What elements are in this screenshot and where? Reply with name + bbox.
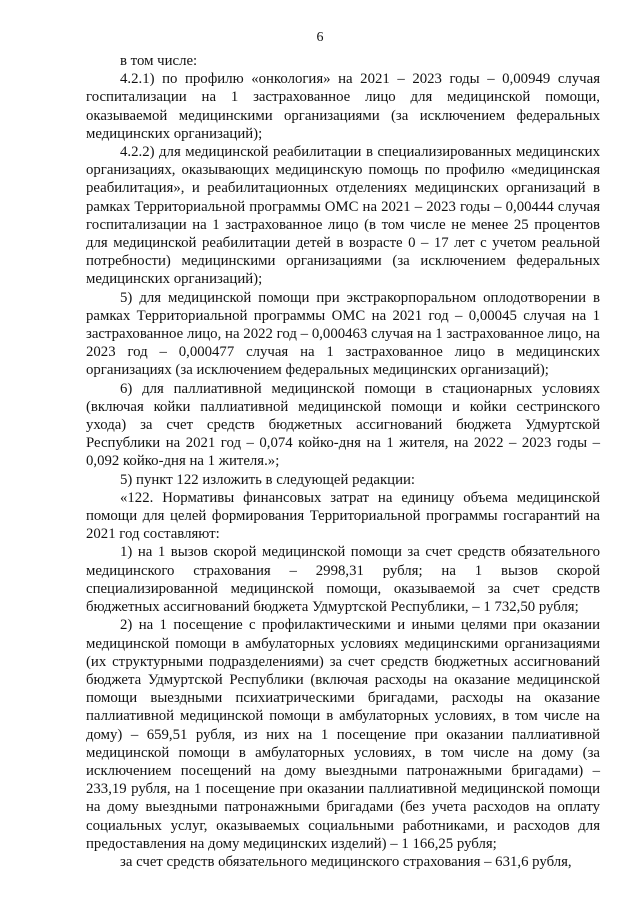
paragraph: 6) для паллиативной медицинской помощи в стационарных условиях (включая койки паллиативной медицинской помощи и койки сестринского ухода) за счет средств бюджетных ассигнований бюджета Удмуртской Республики на 2021 год – 0,074 койко-дня на 1 жителя, на 2022 – 2023 годы – 0,092 койко-дня на 1 жителя.»; <box>86 380 600 470</box>
paragraph: 5) для медицинской помощи при экстракорпоральном оплодотворении в рамках Территориальной программы ОМС на 2021 год – 0,00045 случая на 1 застрахованное лицо, на 2022 год – 0,000463 случая на 1 застрахованное лицо, на 2023 год – 0,000477 случая на 1 застрахованное лицо в медицинских организациях (за исключением федеральных медицинских организаций); <box>86 289 600 379</box>
page-number: 6 <box>316 30 324 45</box>
paragraph: 2) на 1 посещение с профилактическими и иными целями при оказании медицинской помощи в амбулаторных условиях медицинскими организациями (их структурными подразделениями) за счет средств бюджетных ассигнований бюджета Удмуртской Республики (включая расходы на оказание медицинской помощи выездными психиатрическими бригадами, расходы на оказание паллиативной медицинской помощи в амбулаторных условиях, в том числе на дому) – 659,51 рубля, из них на 1 посещение при оказании паллиативной медицинской помощи в амбулаторных условиях, в том числе на дому (за исключением посещений на дому выездными патронажными бригадами) – 233,19 рубля, на 1 посещение при оказании паллиативной медицинской помощи на дому выездными патронажными бригадами (без учета расходов на оплату социальных услуг, оказываемых социальными работниками, и расходов для предоставления на дому медицинских изделий) – 1 166,25 рубля; <box>86 617 600 852</box>
paragraph: в том числе: <box>120 53 198 69</box>
paragraph: 5) пункт 122 изложить в следующей редакции: <box>120 471 416 488</box>
paragraph: 4.2.1) по профилю «онкология» на 2021 – 2023 годы – 0,00949 случая госпитализации на 1 застрахованное лицо для медицинской помощи, оказываемой медицинскими организациями (за исключением федеральных медицинских организаций); <box>86 71 600 142</box>
document-body <box>86 52 600 871</box>
paragraph: «122. Нормативы финансовых затрат на единицу объема медицинской помощи для целей формирования Территориальной программы госгарантий на 2021 год составляют: <box>86 489 600 543</box>
paragraph: 4.2.2) для медицинской реабилитации в специализированных медицинских организациях, оказывающих медицинскую помощь по профилю «медицинская реабилитация», и реабилитационных отделениях медицинских организаций в рамках Территориальной программы ОМС на 2021 – 2023 годы – 0,00444 случая госпитализации на 1 застрахованное лицо (в том числе не менее 25 процентов для медицинской реабилитации детей в возрасте 0 – 17 лет с учетом реальной потребности) медицинскими организациями (за исключением федеральных медицинских организаций); <box>86 144 600 288</box>
paragraph: 1) на 1 вызов скорой медицинской помощи за счет средств обязательного медицинского страхования – 2998,31 рубля; на 1 вызов скорой специализированной медицинской помощи, оказываемой за счет средств бюджетных ассигнований бюджета Удмуртской Республики, – 1 732,50 рубля; <box>86 544 600 616</box>
paragraph: за счет средств обязательного медицинского страхования – 631,6 рубля, <box>120 853 572 870</box>
